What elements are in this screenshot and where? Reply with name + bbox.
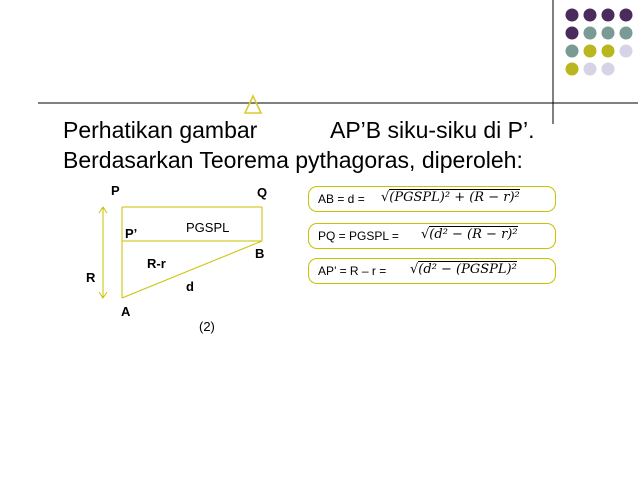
- point-label-a: A: [121, 304, 131, 319]
- formula-pq-label: PQ = PGSPL =: [318, 229, 399, 243]
- point-label-b: B: [255, 246, 265, 261]
- segment-label-pgspl: PGSPL: [186, 220, 230, 235]
- formula-ap-radicand: (d² − (PGSPL)²: [418, 262, 517, 277]
- formula-ab-label: AB = d =: [318, 192, 365, 206]
- triangle-icon: [245, 96, 261, 113]
- point-label-q: Q: [257, 185, 268, 200]
- title-line-1-part-2: AP’B siku-siku di P’.: [330, 117, 535, 143]
- point-label-p: P: [111, 183, 120, 198]
- formula-pq-sqrt: √(d² − (R − r)²: [421, 227, 518, 242]
- formula-box-ab: [308, 186, 556, 212]
- figure-caption: (2): [199, 319, 215, 334]
- slide-title-line-2: Berdasarkan Teorema pythagoras, diperoleh:: [63, 147, 523, 173]
- formula-box-ap: [308, 258, 556, 284]
- formula-ab-radicand: (PGSPL)² + (R − r)²: [389, 190, 520, 205]
- point-label-p-prime: P’: [125, 226, 138, 241]
- segment-label-r: R: [86, 270, 96, 285]
- segment-label-r-minus-r: R-r: [147, 256, 166, 271]
- title-line-1-part-1: Perhatikan gambar: [63, 117, 258, 143]
- formula-box-pq: [308, 223, 556, 249]
- formula-ap-label: AP’ = R – r =: [318, 264, 387, 278]
- formula-pq-radicand: (d² − (R − r)²: [429, 227, 518, 242]
- formula-ab-sqrt: √(PGSPL)² + (R − r)²: [381, 190, 520, 205]
- formula-ap-sqrt: √(d² − (PGSPL)²: [410, 262, 517, 277]
- segment-label-d: d: [186, 279, 194, 294]
